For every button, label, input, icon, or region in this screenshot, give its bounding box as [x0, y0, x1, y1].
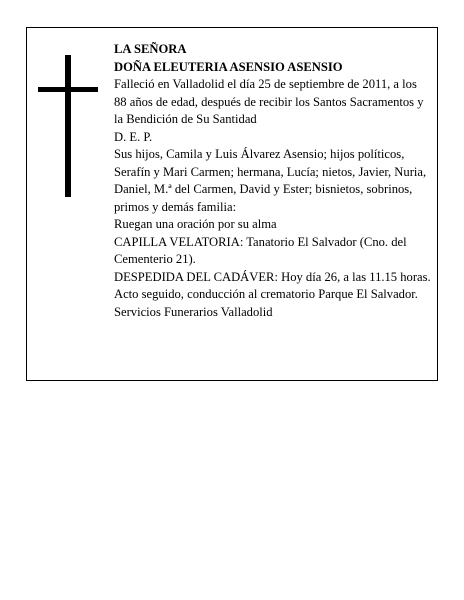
- notice-body: [114, 41, 432, 321]
- prayer-request: Ruegan una oración por su alma: [114, 217, 277, 231]
- death-announcement: Falleció en Valladolid el día 25 de septiembre de 2011, a los 88 años de edad, después de recibir los Santos Sacramentos y la Bendición de Su Santidad: [114, 77, 424, 126]
- cross-vertical-bar: [65, 55, 71, 197]
- rip-line: D. E. P.: [114, 129, 153, 144]
- notice-title-line1: LA SEÑORA: [114, 42, 187, 56]
- cross-horizontal-bar: [38, 87, 98, 92]
- deceased-name: DOÑA ELEUTERIA ASENSIO ASENSIO: [114, 59, 343, 74]
- wake-location: CAPILLA VELATORIA: Tanatorio El Salvador (Cno. del Cementerio 21).: [114, 234, 407, 266]
- farewell-details: DESPEDIDA DEL CADÁVER: Hoy día 26, a las 11.15 horas. Acto seguido, conducción al crematorio Parque El Salvador.: [114, 269, 431, 301]
- obituary-notice: [26, 27, 438, 381]
- funeral-service-provider: Servicios Funerarios Valladolid: [114, 304, 273, 319]
- family-members: Sus hijos, Camila y Luis Álvarez Asensio; hijos políticos, Serafín y Mari Carmen; hermana, Lucía; nietos, Javier, Nuria, Daniel, M.ª del Carmen, David y Ester; bisnietos, sobrinos, primos y demás familia:: [114, 147, 427, 214]
- cross-icon: [38, 55, 98, 197]
